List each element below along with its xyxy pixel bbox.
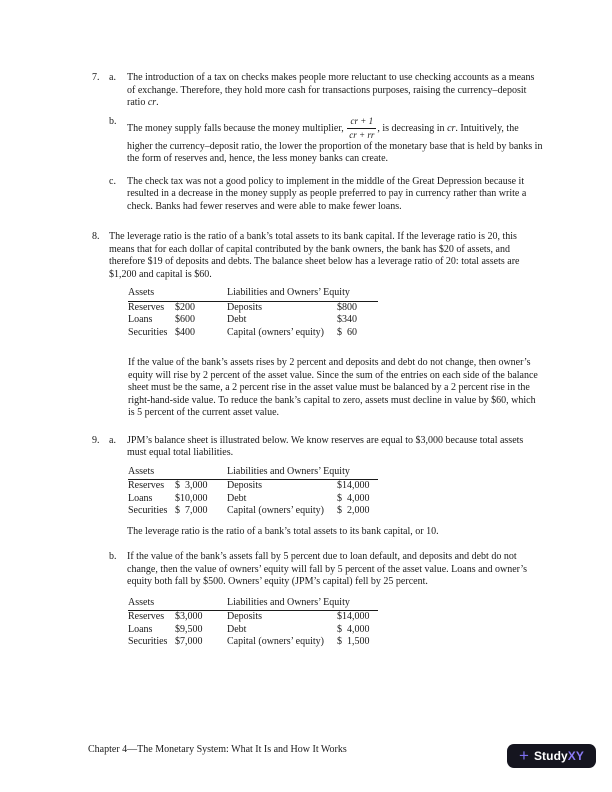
- liability-amount: $ 4,000: [337, 492, 370, 504]
- table-row: [128, 493, 378, 506]
- asset-amount: $400: [175, 326, 195, 338]
- table-row: [128, 301, 378, 314]
- paragraph: The check tax was not a good policy to implement in the middle of the Great Depression because it resulted in a decrease in the money supply as people preferred to pay in currency rather than write a check. Banks had fewer reserves and were able to make fewer loans.: [127, 175, 527, 212]
- balance-sheet-table-2: [128, 466, 378, 518]
- item-letter: a.: [109, 72, 116, 83]
- paragraph: [127, 116, 544, 166]
- asset-label: Securities: [128, 505, 168, 516]
- assets-header: Assets: [128, 597, 227, 611]
- table-header-row: [128, 287, 378, 301]
- item-letter: c.: [109, 175, 116, 187]
- item-9b: [92, 551, 544, 649]
- leverage-note: The leverage ratio is the ratio of a bank’s total assets to its bank capital, or 10.: [127, 525, 439, 537]
- item-letter: b.: [109, 551, 117, 562]
- item-7a: [92, 72, 544, 110]
- liability-label: Deposits: [227, 301, 262, 313]
- table-row: [128, 480, 378, 493]
- liability-amount: $ 4,000: [337, 623, 370, 635]
- liability-amount: $14,000: [337, 611, 370, 622]
- liabilities-header: Liabilities and Owners’ Equity: [227, 466, 378, 480]
- fraction-denominator: cr + rr: [349, 129, 375, 140]
- asset-label: Securities: [128, 636, 168, 647]
- item-letter: b.: [109, 115, 117, 127]
- paragraph: JPM’s balance sheet is illustrated below. We know reserves are equal to $3,000 because total assets must equal total liabilities.: [127, 434, 524, 458]
- asset-amount: $200: [175, 301, 195, 313]
- fraction-numerator: cr + 1: [347, 116, 376, 129]
- asset-label: Loans: [128, 314, 153, 325]
- item-letter: a.: [109, 434, 116, 446]
- item-9a: [92, 435, 544, 539]
- item-9b-body: [127, 551, 544, 649]
- paragraph-text: .: [156, 97, 159, 108]
- asset-label: Reserves: [128, 611, 165, 622]
- item-number: 7.: [92, 72, 100, 83]
- liabilities-header: Liabilities and Owners’ Equity: [227, 597, 378, 611]
- liability-label: Capital (owners’ equity): [227, 636, 325, 647]
- paragraph: If the value of the bank’s assets rises by 2 percent and deposits and debt do not change, then owner’s equity will rise by 2 percent of the asset value. Since the sum of the entries on each side of the balance sheet must be the same, a 2 percent rise in the asset value must be balanced by a 2 percent rise in the right-hand-side value. To reduce the bank’s capital to zero, assets must decline in value by $60, which is 5 percent of the current asset value.: [128, 357, 538, 418]
- liability-amount: $340: [337, 314, 357, 325]
- asset-amount: $7,000: [175, 636, 203, 647]
- item-7c: [92, 176, 544, 214]
- asset-label: Reserves: [128, 301, 165, 313]
- balance-sheet-table-1: [128, 287, 378, 339]
- item-8: [92, 231, 544, 420]
- table-row: [128, 624, 378, 637]
- asset-amount: $9,500: [175, 623, 203, 635]
- table-row: [128, 327, 378, 340]
- logo-study-text: Study: [533, 749, 568, 763]
- table-row: [128, 505, 378, 518]
- paragraph: If the value of the bank’s assets fall by 5 percent due to loan default, and deposits and debt do not change, then the value of owners’ equity will fall by 5 percent of the asset value. Loans and owner’s equity both fall by $500. Owners’ equity (JPM’s capital) fell by 25 percent.: [127, 551, 528, 587]
- table-header-row: [128, 466, 378, 480]
- balance-sheet-table-3: [128, 597, 378, 649]
- liability-label: Deposits: [227, 480, 262, 491]
- paragraph-text: . Intuitively, the higher the currency–deposit ratio, the lower the proportion of the monetary base that is held by banks in the form of reserves and, hence, the less money banks can create.: [127, 122, 543, 164]
- asset-amount: $600: [175, 314, 195, 325]
- table-row: [128, 636, 378, 649]
- footer-chapter-title: Chapter 4—The Monetary System: What It Is and How It Works: [88, 744, 347, 755]
- asset-label: Reserves: [128, 480, 165, 491]
- asset-label: Loans: [128, 623, 153, 635]
- page-content: [92, 72, 544, 649]
- asset-amount: $ 7,000: [175, 505, 208, 516]
- assets-header: Assets: [128, 287, 227, 301]
- liability-label: Debt: [227, 314, 247, 325]
- liability-label: Capital (owners’ equity): [227, 326, 325, 338]
- asset-label: Loans: [128, 492, 153, 504]
- asset-amount: $10,000: [175, 492, 208, 504]
- liability-amount: $ 2,000: [337, 505, 370, 516]
- studyxy-logo-badge: [507, 744, 596, 768]
- variable-cr: cr: [147, 97, 157, 108]
- asset-amount: $ 3,000: [175, 480, 208, 491]
- table-header-row: [128, 597, 378, 611]
- plus-icon: +: [519, 745, 529, 765]
- table-row: [128, 611, 378, 624]
- item-8-body: [109, 231, 544, 420]
- liability-amount: $800: [337, 301, 357, 313]
- item-number: 8.: [92, 231, 100, 242]
- paragraph: [127, 72, 544, 110]
- liability-label: Debt: [227, 623, 247, 635]
- paragraph-text: The introduction of a tax on checks makes people more reluctant to use checking accounts as a means of exchange. Therefore, they hold more cash for transactions purposes, raising the currency–deposit ratio: [127, 72, 535, 108]
- logo-xy-text: XY: [567, 749, 584, 763]
- money-multiplier-fraction: [347, 116, 376, 141]
- liability-amount: $ 1,500: [337, 636, 370, 647]
- item-9a-body: [127, 435, 544, 539]
- liability-label: Deposits: [227, 611, 262, 622]
- paragraph-text: The money supply falls because the money multiplier,: [127, 122, 347, 134]
- variable-cr: cr: [447, 122, 456, 134]
- paragraph-text: , is decreasing in: [377, 122, 448, 134]
- liabilities-header: Liabilities and Owners’ Equity: [227, 287, 378, 301]
- item-number: 9.: [92, 434, 100, 446]
- liability-amount: $14,000: [337, 480, 370, 491]
- liability-label: Debt: [227, 492, 247, 504]
- item-7b: [92, 116, 544, 166]
- liability-amount: $ 60: [337, 326, 357, 338]
- asset-amount: $3,000: [175, 611, 203, 622]
- logo-wordmark: [534, 747, 584, 765]
- table-row: [128, 314, 378, 327]
- assets-header: Assets: [128, 466, 227, 480]
- liability-label: Capital (owners’ equity): [227, 505, 325, 516]
- asset-label: Securities: [128, 326, 168, 338]
- paragraph: The leverage ratio is the ratio of a bank’s total assets to its bank capital. If the leverage ratio is 20, this means that for each dollar of capital contributed by the bank owners, the bank has $20 of assets, and therefore $19 of deposits and debts. The balance sheet below has a leverage ratio of 20: total assets are $1,200 and capital is $60.: [109, 231, 520, 280]
